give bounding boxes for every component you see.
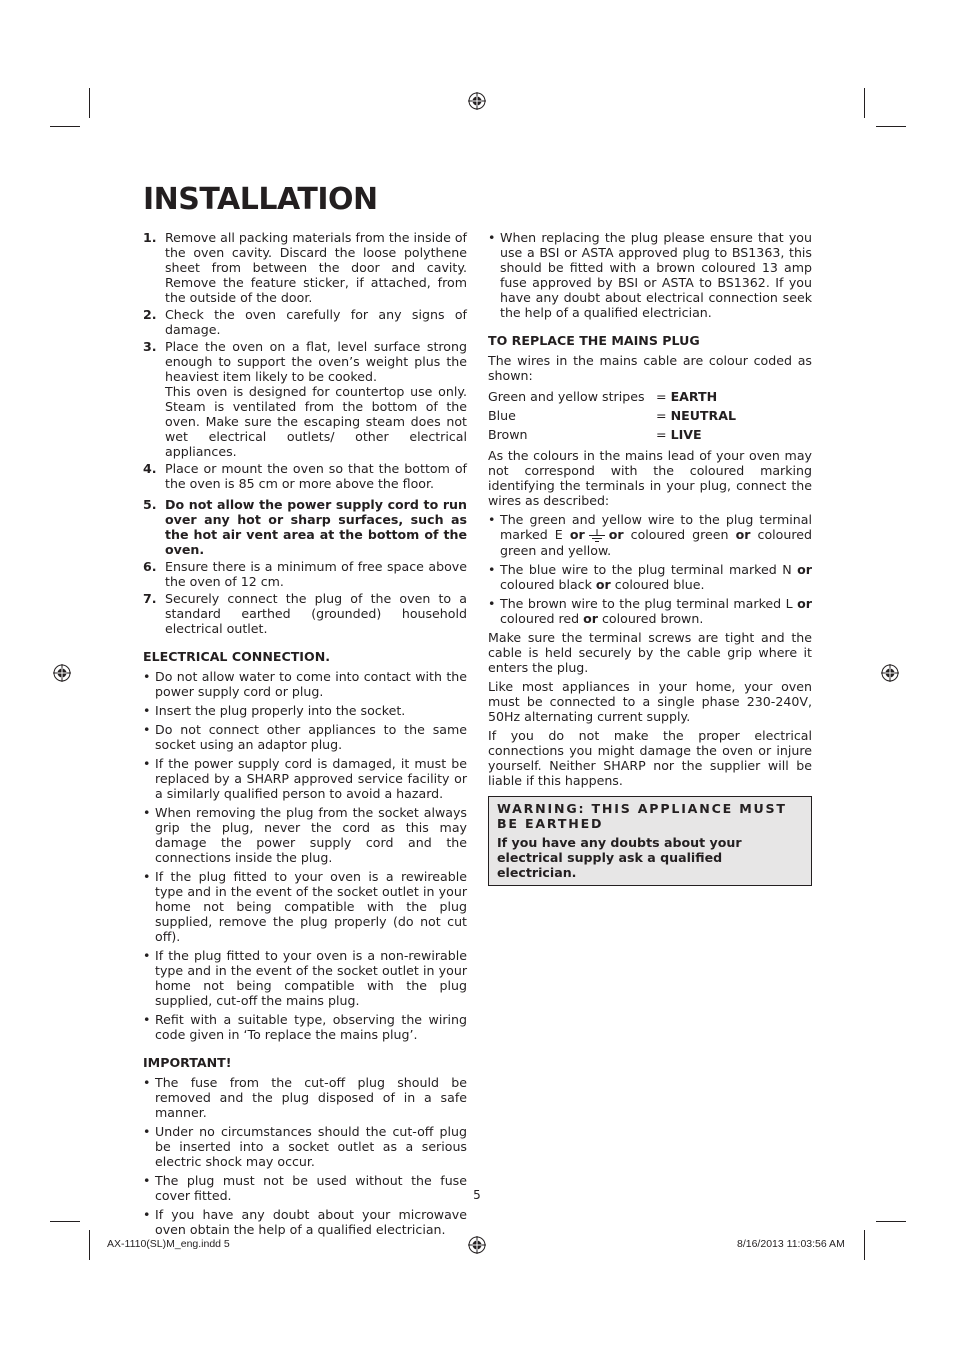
step-number: 3. — [143, 339, 157, 354]
colours-paragraph: As the colours in the mains lead of your oven may not correspond with the coloured marking identifying the terminals in your plug, connect the wires as described: — [488, 448, 812, 508]
equals-sign: = — [656, 389, 671, 404]
text-run: coloured black — [500, 576, 596, 592]
wire-colour-table — [488, 387, 812, 444]
or-text: or — [797, 595, 812, 611]
registration-mark-icon — [881, 664, 899, 682]
step-number: 6. — [143, 559, 157, 574]
page-number: 5 — [473, 1188, 481, 1202]
wire-name: LIVE — [670, 427, 702, 442]
important-heading: IMPORTANT! — [143, 1055, 232, 1070]
warning-box — [488, 796, 812, 886]
registration-mark-icon — [53, 664, 71, 682]
step-item — [143, 559, 467, 589]
or-text: or — [583, 610, 598, 626]
left-column — [143, 230, 467, 1241]
wire-name: NEUTRAL — [670, 408, 736, 423]
equals-sign: = — [656, 427, 671, 442]
electrical-connection-list — [143, 669, 467, 1042]
step-text: Place or mount the oven so that the bottom of the oven is 85 cm or more above the floor. — [165, 461, 467, 491]
step-subparagraph: This oven is designed for countertop use only. Steam is ventilated from the bottom of the oven. Make sure the escaping steam does not wet electrical outlets/ other electrical appliances. — [165, 384, 467, 459]
list-item: • When replacing the plug please ensure that you use a BSI or ASTA approved plug to BS1363, this should be fitted with a brown coloured 13 amp fuse approved by BSI or ASTA to BS1362. If you have any doubt about electrical connection seek the help of a qualified electrician. — [488, 230, 812, 320]
wire-colour: Green and yellow stripes — [488, 389, 645, 404]
or-text: or — [608, 527, 624, 542]
list-item: • If you have any doubt about your microwave oven obtain the help of a qualified electrician. — [143, 1207, 467, 1237]
step-text: Place the oven on a flat, level surface strong enough to support the oven’s weight plus the heaviest item likely to be cooked. — [165, 339, 467, 384]
list-item: • If the plug fitted to your oven is a non-rewirable type and in the event of the socket outlet in your home not being compatible with the plug supplied, cut-off the mains plug. — [143, 948, 467, 1008]
text-run: coloured red — [500, 610, 584, 626]
crop-mark — [876, 1221, 906, 1222]
list-item — [488, 512, 812, 558]
crop-mark — [89, 1230, 90, 1260]
step-text: Securely connect the plug of the oven to a standard earthed (grounded) household electrical outlet. — [165, 591, 467, 636]
step-item — [143, 591, 467, 636]
slug-timestamp: 8/16/2013 11:03:56 AM — [737, 1238, 845, 1250]
list-item: • Do not allow water to come into contact with the power supply cord or plug. — [143, 669, 467, 699]
text-run: The brown wire to the plug terminal marked L — [500, 595, 798, 611]
text-run: coloured brown. — [597, 610, 704, 626]
plug-replacement-note — [488, 230, 812, 320]
supply-paragraph: Like most appliances in your home, your oven must be connected to a single phase 230-240V, 50Hz alternating current supply. — [488, 678, 812, 724]
step-number: 7. — [143, 591, 157, 606]
text-run: The blue wire to the plug terminal marked N — [500, 561, 798, 577]
screws-paragraph: Make sure the terminal screws are tight and the cable is held securely by the cable grip where it enters the plug. — [488, 629, 812, 675]
electrical-connection-heading: ELECTRICAL CONNECTION. — [143, 649, 331, 664]
step-text: Remove all packing materials from the inside of the oven cavity. Discard the loose polythene sheet from between the door and cavity. Remove the feature sticker, if attached, from the outside of the door. — [165, 230, 467, 305]
registration-mark-icon — [468, 92, 486, 110]
list-item: • Under no circumstances should the cut-off plug be inserted into a socket outlet as a serious electric shock may occur. — [143, 1124, 467, 1169]
or-text: or — [569, 527, 585, 542]
list-item: • If the plug fitted to your oven is a rewireable type and in the event of the socket outlet in your home not being compatible with the plug supplied, remove the plug properly (do not cut off). — [143, 869, 467, 944]
wire-row — [488, 387, 812, 406]
list-item: • The fuse from the cut-off plug should be removed and the plug disposed of in a safe manner. — [143, 1075, 467, 1120]
wires-intro: The wires in the mains cable are colour coded as shown: — [488, 353, 812, 383]
text-run: coloured blue. — [610, 576, 705, 592]
slug-file-name: AX-1110(SL)M_eng.indd 5 — [107, 1238, 230, 1250]
wire-colour: Blue — [488, 408, 516, 423]
wire-function — [656, 387, 717, 406]
earth-symbol-icon — [587, 529, 607, 543]
wire-name: EARTH — [670, 389, 718, 404]
list-item: • Do not connect other appliances to the same socket using an adaptor plug. — [143, 722, 467, 752]
crop-mark — [864, 88, 865, 118]
step-item — [143, 461, 467, 491]
step-item — [143, 230, 467, 305]
step-number: 4. — [143, 461, 157, 476]
list-item: • Refit with a suitable type, observing the wiring code given in ‘To replace the mains plug’. — [143, 1012, 467, 1042]
important-list — [143, 1075, 467, 1237]
wire-function — [656, 425, 702, 444]
warning-text: If you have any doubts about your electrical supply ask a qualified electrician. — [497, 834, 742, 880]
list-item: • When removing the plug from the socket always grip the plug, never the cord as this may damage the power supply cord and the connections inside the plug. — [143, 805, 467, 865]
or-text: or — [797, 561, 812, 577]
crop-mark — [876, 126, 906, 127]
list-item: • Insert the plug properly into the socket. — [143, 703, 467, 718]
wire-row — [488, 406, 812, 425]
text-run: coloured green — [623, 527, 736, 542]
list-item: • The plug must not be used without the fuse cover fitted. — [143, 1173, 467, 1203]
step-item — [143, 339, 467, 459]
step-number: 1. — [143, 230, 157, 245]
step-text: Do not allow the power supply cord to run over any hot or sharp surfaces, such as the hot air vent area at the bottom of the oven. — [165, 497, 467, 557]
equals-sign: = — [656, 408, 671, 423]
or-text: or — [735, 527, 751, 542]
list-item — [488, 596, 812, 626]
page-title: INSTALLATION — [143, 182, 378, 217]
step-number: 2. — [143, 307, 157, 322]
list-item: • If the power supply cord is damaged, it must be replaced by a SHARP approved service facility or a similarly qualified person to avoid a hazard. — [143, 756, 467, 801]
wire-row — [488, 425, 812, 444]
registration-mark-icon — [468, 1236, 486, 1254]
or-text: or — [595, 576, 611, 592]
step-text: Check the oven carefully for any signs of damage. — [165, 307, 467, 337]
right-column — [488, 230, 812, 886]
crop-mark — [864, 1230, 865, 1260]
crop-mark — [50, 1221, 80, 1222]
damage-paragraph: If you do not make the proper electrical connections you might damage the oven or injure yourself. Neither SHARP nor the supplier will be liable if this happens. — [488, 727, 812, 788]
step-text: Ensure there is a minimum of free space above the oven of 12 cm. — [165, 559, 467, 589]
replace-mains-plug-heading: TO REPLACE THE MAINS PLUG — [488, 333, 700, 348]
crop-mark — [50, 126, 80, 127]
text-run: coloured green and yellow. — [500, 527, 812, 558]
wire-function — [656, 406, 736, 425]
wiring-instructions — [488, 512, 812, 626]
crop-mark — [89, 88, 90, 118]
list-item — [488, 562, 812, 592]
step-item — [143, 307, 467, 337]
installation-steps — [143, 230, 467, 636]
step-item — [143, 497, 467, 557]
wire-colour: Brown — [488, 427, 528, 442]
step-number: 5. — [143, 497, 157, 512]
text-run: The green and yellow wire to the plug terminal marked E — [500, 512, 812, 542]
warning-title: WARNING: THIS APPLIANCE MUST BE EARTHED — [497, 800, 787, 831]
